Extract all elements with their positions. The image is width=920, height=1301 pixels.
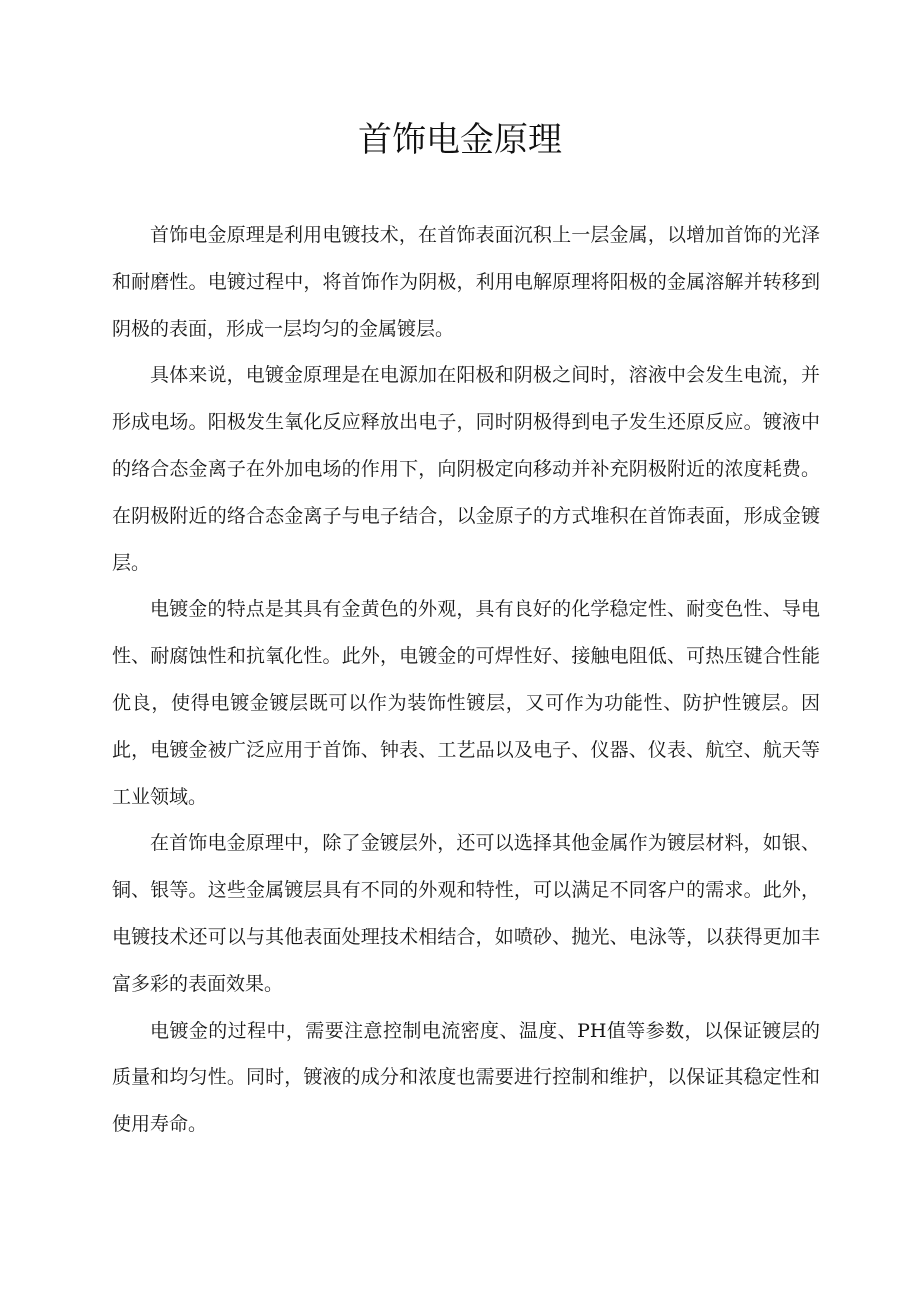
paragraph-1: 首饰电金原理是利用电镀技术，在首饰表面沉积上一层金属，以增加首饰的光泽和耐磨性。电镀过程中，将首饰作为阴极，利用电解原理将阳极的金属溶解并转移到阴极的表面，形成一层均匀的金属镀层。 — [112, 224, 820, 340]
document-title: 首饰电金原理 — [358, 120, 562, 160]
paragraph-4: 在首饰电金原理中，除了金镀层外，还可以选择其他金属作为镀层材料，如银、铜、银等。这些金属镀层具有不同的外观和特性，可以满足不同客户的需求。此外，电镀技术还可以与其他表面处理技术相结合，如喷砂、抛光、电泳等，以获得更加丰富多彩的表面效果。 — [112, 832, 820, 995]
document-body — [112, 212, 820, 1148]
paragraph-2: 具体来说，电镀金原理是在电源加在阳极和阴极之间时，溶液中会发生电流，并形成电场。阳极发生氧化反应释放出电子，同时阴极得到电子发生还原反应。镀液中的络合态金离子在外加电场的作用下，向阴极定向移动并补充阴极附近的浓度耗费。在阴极附近的络合态金离子与电子结合，以金原子的方式堆积在首饰表面，形成金镀层。 — [112, 364, 820, 574]
paragraph-5: 电镀金的过程中，需要注意控制电流密度、温度、PH值等参数，以保证镀层的质量和均匀性。同时，镀液的成分和浓度也需要进行控制和维护，以保证其稳定性和使用寿命。 — [112, 1019, 820, 1136]
paragraph-3: 电镀金的特点是其具有金黄色的外观，具有良好的化学稳定性、耐变色性、导电性、耐腐蚀性和抗氧化性。此外，电镀金的可焊性好、接触电阻低、可热压键合性能优良，使得电镀金镀层既可以作为装饰性镀层，又可作为功能性、防护性镀层。因此，电镀金被广泛应用于首饰、钟表、工艺品以及电子、仪器、仪表、航空、航天等工业领域。 — [112, 598, 820, 808]
